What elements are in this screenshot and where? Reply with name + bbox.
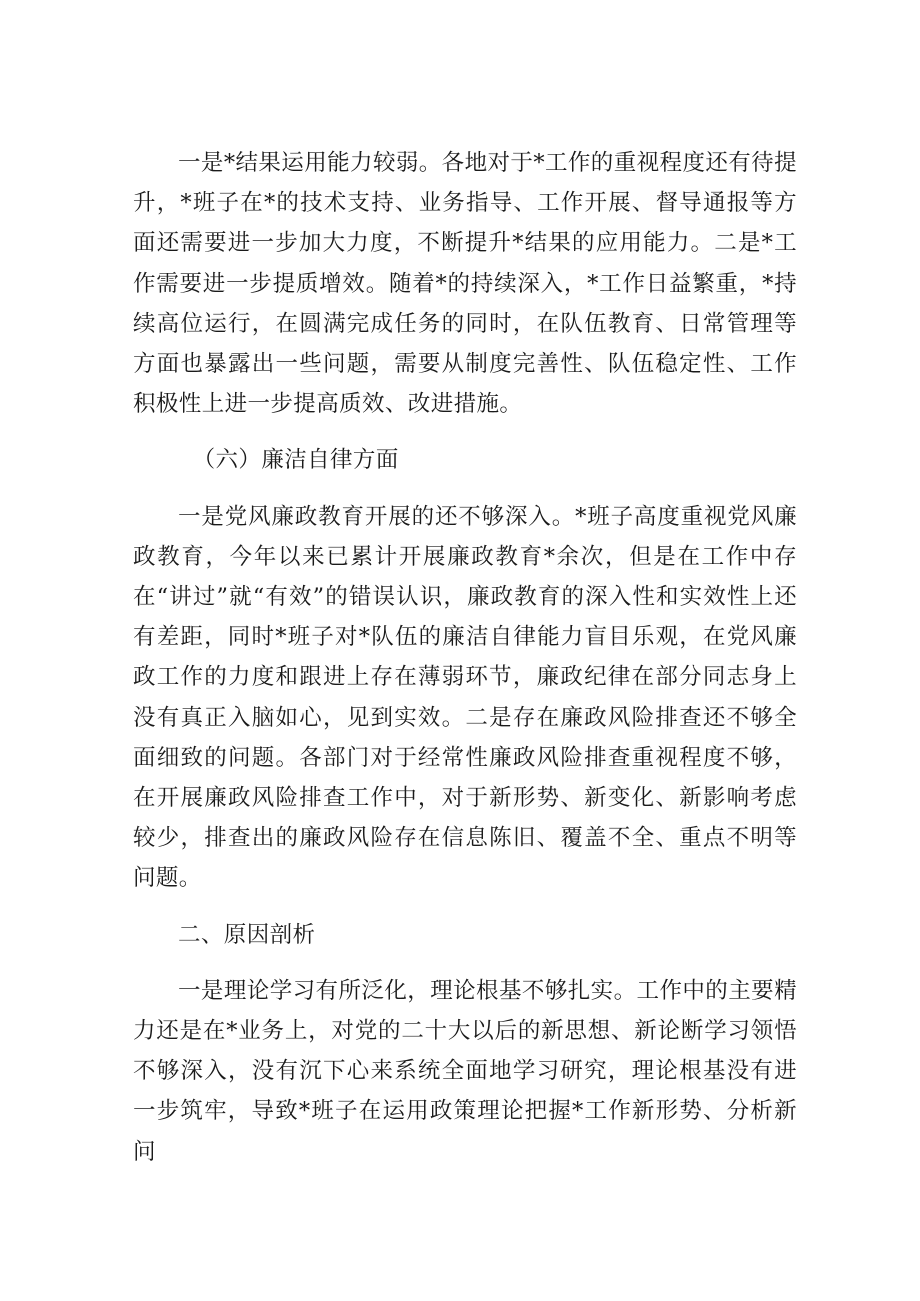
section-heading-cause-analysis: 二、原因剖析 <box>178 921 316 948</box>
paragraph-gap <box>133 899 797 915</box>
paragraph-integrity-education: 一是党风廉政教育开展的还不够深入。*班子高度重视党风廉政教育，今年以来已累计开展廉政教育*余次，但是在工作中存在“讲过”就“有效”的错误认识，廉政教育的深入性和实效性上还有差距，同时*班子对*队伍的廉洁自律能力盲目乐观，在党风廉政工作的力度和跟进上存在薄弱环节，廉政纪律在部分同志身上没有真正入脑如心，见到实效。二是存在廉政风险排查还不够全面细致的问题。各部门对于经常性廉政风险排查重视程度不够，在开展廉政风险排查工作中，对于新形势、新变化、新影响考虑较少，排查出的廉政风险存在信息陈旧、覆盖不全、重点不明等问题。 <box>133 503 797 892</box>
section-heading-integrity: （六）廉洁自律方面 <box>192 447 399 474</box>
paragraph-gap <box>133 481 797 497</box>
paragraph-gap <box>133 424 797 440</box>
paragraph-results-application: 一是*结果运用能力较弱。各地对于*工作的重视程度还有待提升，*班子在*的技术支持、业务指导、工作开展、督导通报等方面还需要进一步加大力度，不断提升*结果的应用能力。二是*工作需要进一步提质增效。随着*的持续深入，*工作日益繁重，*持续高位运行，在圆满完成任务的同时，在队伍教育、日常管理等方面也暴露出一些问题，需要从制度完善性、队伍稳定性、工作积极性上进一步提高质效、改进措施。 <box>133 150 797 418</box>
paragraph-gap <box>133 955 797 971</box>
paragraph-theory-study: 一是理论学习有所泛化，理论根基不够扎实。工作中的主要精力还是在*业务上，对党的二十大以后的新思想、新论断学习领悟不够深入，没有沉下心来系统全面地学习研究，理论根基没有进一步筑牢，导致*班子在运用政策理论把握*工作新形势、分析新问 <box>133 977 797 1165</box>
document-body <box>133 143 797 1172</box>
